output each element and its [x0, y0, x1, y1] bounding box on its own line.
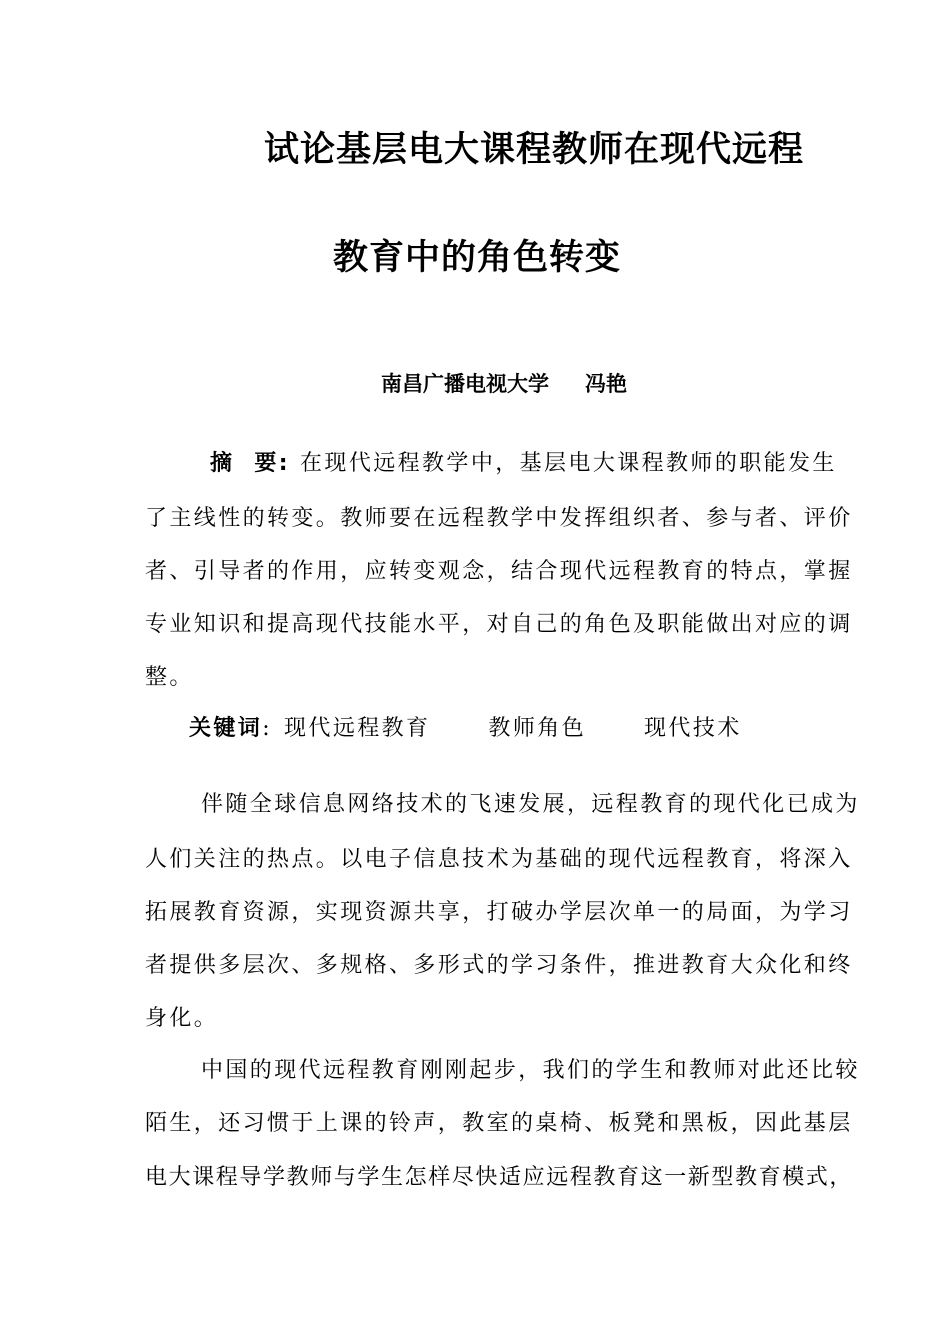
keyword-item: 现代远程教育 — [284, 716, 431, 741]
byline — [381, 374, 627, 395]
keywords-colon: : — [262, 716, 273, 741]
keywords-line — [189, 718, 742, 740]
body-p1-line-1: 伴随全球信息网络技术的飞速发展，远程教育的现代化已成为 — [201, 792, 860, 817]
body-p1-line-3: 拓展教育资源，实现资源共享，打破办学层次单一的局面，为学习 — [145, 900, 853, 925]
keyword-item: 现代技术 — [644, 716, 742, 741]
abstract-line-1 — [210, 453, 837, 475]
body-p2-line-2: 陌生，还习惯于上课的铃声，教室的桌椅、板凳和黑板，因此基层 — [145, 1111, 853, 1136]
abstract-line-2: 了主线性的转变。教师要在远程教学中发挥组织者、参与者、评价 — [145, 506, 853, 531]
author-name: 冯艳 — [585, 372, 627, 396]
abstract-label-part2: 要: — [254, 451, 291, 476]
abstract-line-5: 整。 — [145, 665, 194, 690]
body-p1-line-5: 身化。 — [145, 1006, 219, 1031]
title-line-2: 教育中的角色转变 — [333, 238, 622, 278]
keyword-item: 教师角色 — [488, 716, 587, 741]
body-p1-line-4: 者提供多层次、多规格、多形式的学习条件，推进教育大众化和终 — [145, 953, 853, 978]
body-p2-line-1: 中国的现代远程教育刚刚起步，我们的学生和教师对此还比较 — [201, 1058, 860, 1083]
abstract-line-4: 专业知识和提高现代技能水平，对自己的角色及职能做出对应的调 — [145, 612, 853, 637]
abstract-text-line: 在现代远程教学中，基层电大课程教师的职能发生 — [300, 451, 837, 476]
body-p1-line-2: 人们关注的热点。以电子信息技术为基础的现代远程教育，将深入 — [145, 847, 853, 872]
title-line-1: 试论基层电大课程教师在现代远程 — [264, 130, 805, 170]
body-p2-line-3: 电大课程导学教师与学生怎样尽快适应远程教育这一新型教育模式， — [145, 1165, 854, 1190]
institution-name: 南昌广播电视大学 — [381, 372, 549, 396]
abstract-line-3: 者、引导者的作用，应转变观念，结合现代远程教育的特点，掌握 — [145, 559, 853, 584]
abstract-label-part1: 摘 — [210, 451, 235, 476]
keywords-label: 关键词 — [189, 716, 263, 741]
